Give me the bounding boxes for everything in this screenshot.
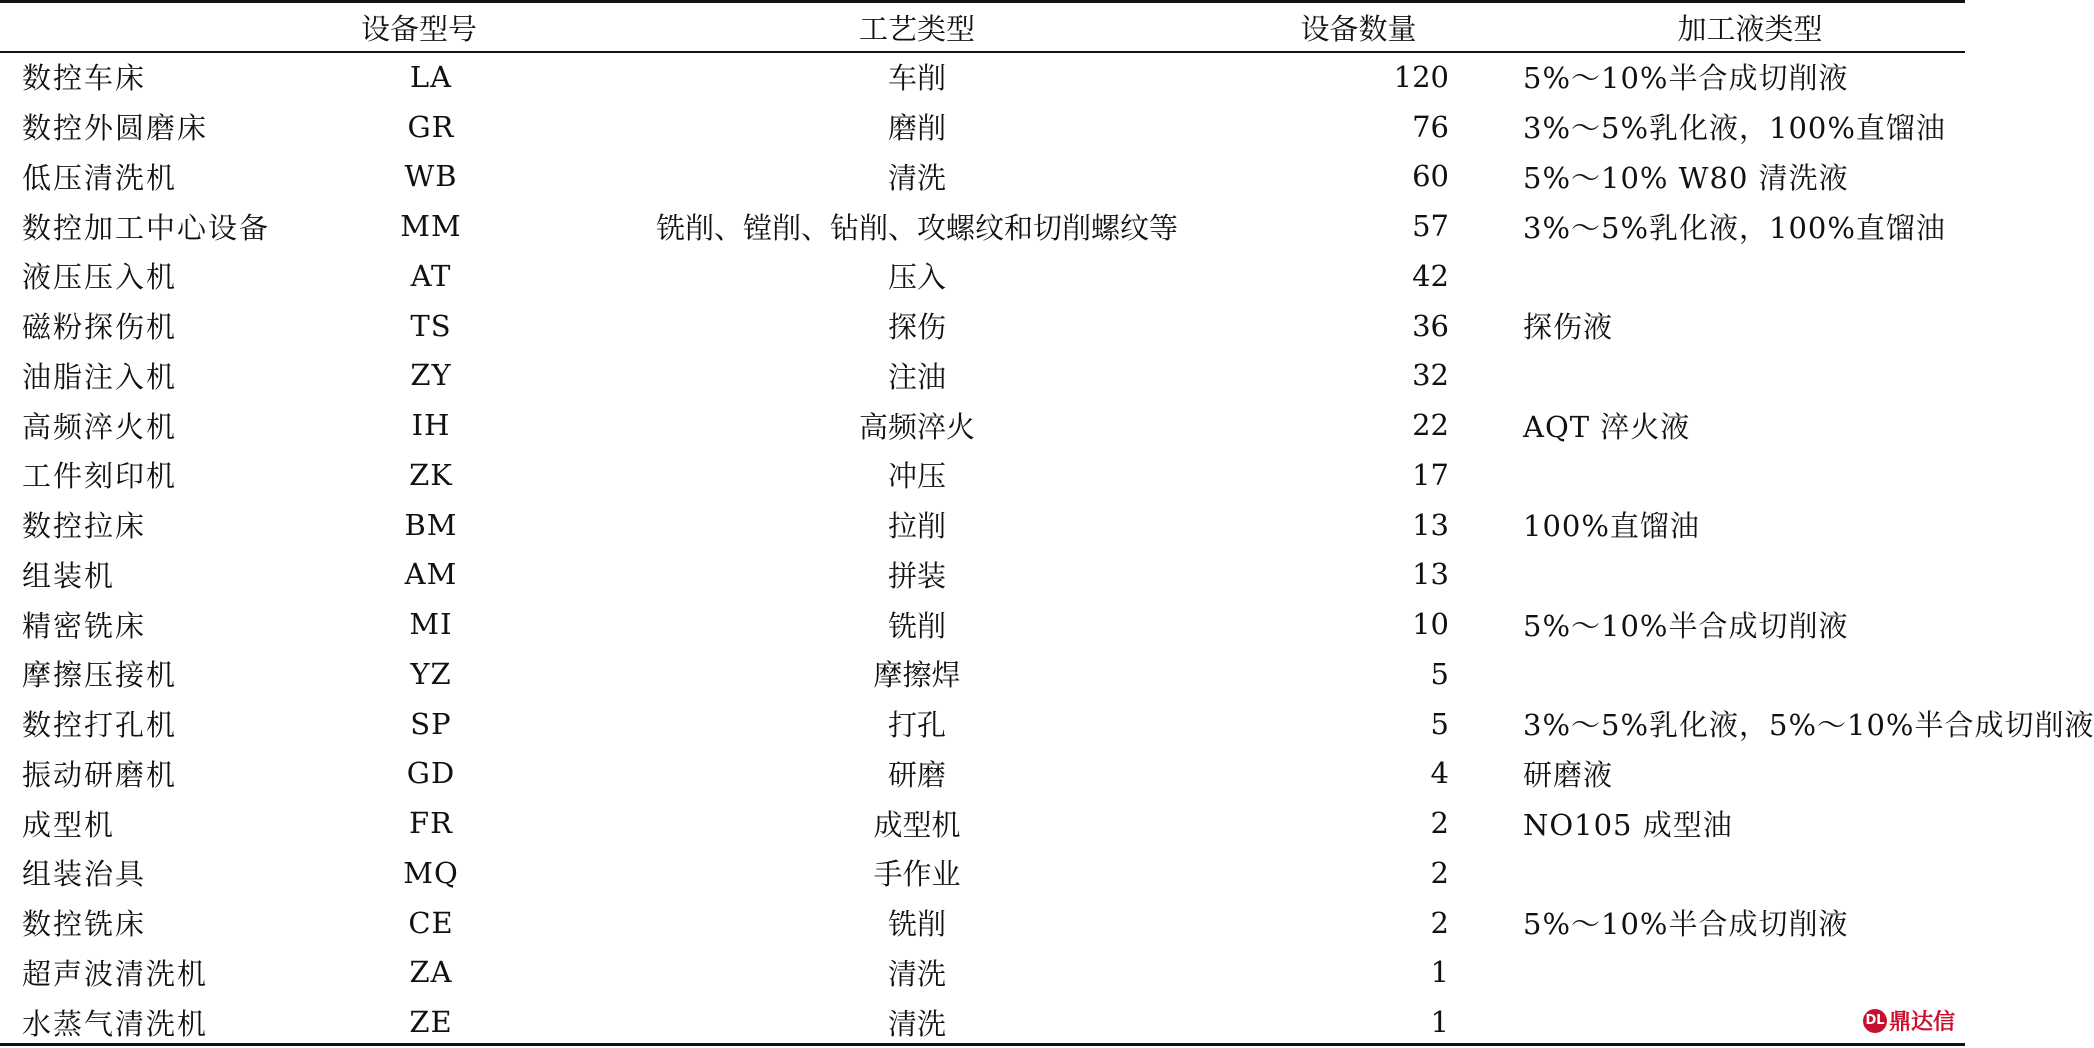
cell-model: LA (409, 59, 453, 94)
cell-quantity: 4 (1430, 756, 1449, 791)
cell-quantity: 32 (1412, 358, 1449, 393)
cell-equipment-name: 数控车床 (22, 61, 147, 96)
cell-quantity: 13 (1412, 557, 1449, 592)
cell-equipment-name: 磁粉探伤机 (22, 310, 178, 345)
cell-fluid-type: 100%直馏油 (1523, 509, 1700, 544)
cell-process-type: 手作业 (873, 857, 961, 892)
table-row (0, 152, 1965, 202)
table-row (0, 251, 1965, 301)
table-row (0, 301, 1965, 351)
cell-process-type: 清洗 (887, 1006, 946, 1041)
cell-process-type: 成型机 (873, 807, 961, 842)
cell-fluid-type: NO105 成型油 (1523, 807, 1733, 842)
cell-quantity: 2 (1430, 855, 1449, 890)
cell-model: YZ (410, 656, 452, 691)
table-row (0, 400, 1965, 450)
table-row (0, 201, 1965, 251)
cell-process-type: 注油 (887, 359, 946, 394)
cell-equipment-name: 组装机 (22, 558, 116, 593)
cell-quantity: 120 (1393, 59, 1449, 94)
cell-fluid-type: 3%～5%乳化液，100%直馏油 (1523, 111, 1946, 146)
cell-fluid-type (1455, 649, 1965, 699)
cell-equipment-name: 数控外圆磨床 (22, 111, 209, 146)
table-body (0, 52, 2094, 1047)
cell-quantity: 57 (1412, 209, 1449, 244)
table-row (0, 948, 1965, 998)
cell-process-type: 摩擦焊 (873, 658, 961, 693)
cell-quantity: 42 (1412, 258, 1449, 293)
cell-fluid-type: 5%～10%半合成切削液 (1523, 608, 1849, 643)
cell-fluid-type: AQT 淬火液 (1523, 409, 1691, 444)
cell-fluid-type (1455, 848, 1965, 898)
cell-model: IH (411, 408, 451, 443)
cell-process-type: 铣削 (887, 907, 946, 942)
table-row (0, 550, 1965, 600)
cell-equipment-name: 超声波清洗机 (22, 956, 209, 991)
table-row (0, 599, 1965, 649)
cell-quantity: 2 (1430, 905, 1449, 940)
cell-process-type: 打孔 (887, 708, 946, 743)
equipment-table (0, 3, 2094, 1047)
cell-process-type: 研磨 (887, 757, 946, 792)
watermark-logo (1863, 1005, 1955, 1036)
cell-fluid-type (1455, 450, 1965, 500)
table-row (0, 500, 1965, 550)
cell-fluid-type: 研磨液 (1523, 757, 1614, 792)
cell-model: CE (408, 905, 454, 940)
cell-fluid-type: 5%～10%半合成切削液 (1523, 61, 1849, 96)
cell-model: MQ (403, 855, 459, 890)
cell-quantity: 60 (1412, 159, 1449, 194)
header-row (0, 3, 1965, 52)
header-equipment-name (0, 3, 310, 52)
cell-equipment-name: 数控拉床 (22, 509, 147, 544)
cell-equipment-name: 成型机 (22, 807, 116, 842)
cell-quantity: 10 (1412, 607, 1449, 642)
header-fluid-type: 加工液类型 (1677, 12, 1823, 46)
cell-model: MI (409, 607, 453, 642)
header-process-type: 工艺类型 (858, 12, 975, 46)
table-row (0, 997, 1965, 1047)
table-row (0, 649, 1965, 699)
cell-model: WB (404, 159, 458, 194)
cell-process-type: 铣削 (887, 608, 946, 643)
cell-equipment-name: 组装治具 (22, 857, 147, 892)
cell-equipment-name: 液压压入机 (22, 260, 178, 295)
table-row (0, 848, 1965, 898)
cell-equipment-name: 数控打孔机 (22, 708, 178, 743)
cell-process-type: 冲压 (887, 459, 946, 494)
cell-quantity: 5 (1430, 656, 1449, 691)
cell-process-type: 探伤 (887, 310, 946, 345)
cell-equipment-name: 数控铣床 (22, 907, 147, 942)
cell-model: TS (410, 308, 452, 343)
cell-model: FR (409, 806, 453, 841)
cell-fluid-type: 3%～5%乳化液，5%～10%半合成切削液 (1523, 708, 2094, 743)
cell-quantity: 13 (1412, 507, 1449, 542)
cell-fluid-type: 5%～10% W80 清洗液 (1523, 160, 1849, 195)
table-header (0, 3, 1965, 52)
cell-quantity: 36 (1412, 308, 1449, 343)
cell-process-type: 拼装 (887, 558, 946, 593)
cell-process-type: 压入 (887, 260, 946, 295)
cell-equipment-name: 摩擦压接机 (22, 658, 178, 693)
table-row (0, 351, 1965, 401)
cell-fluid-type: 5%～10%半合成切削液 (1523, 907, 1849, 942)
cell-process-type: 清洗 (887, 160, 946, 195)
cell-quantity: 2 (1430, 806, 1449, 841)
cell-equipment-name: 水蒸气清洗机 (22, 1006, 209, 1041)
table-row (0, 699, 1965, 749)
cell-process-type: 磨削 (887, 111, 946, 146)
cell-equipment-name: 低压清洗机 (22, 160, 178, 195)
cell-equipment-name: 数控加工中心设备 (22, 210, 271, 245)
cell-process-type: 高频淬火 (858, 409, 975, 444)
cell-model: ZY (410, 358, 452, 393)
table-row (0, 749, 1965, 799)
table-row (0, 450, 1965, 500)
logo-text: 鼎达信 (1888, 1010, 1955, 1035)
cell-fluid-type (1455, 351, 1965, 401)
table-row (0, 52, 1965, 102)
table-row (0, 898, 1965, 948)
cell-equipment-name: 工件刻印机 (22, 459, 178, 494)
cell-model: ZA (409, 955, 453, 990)
cell-fluid-type (1455, 550, 1965, 600)
cell-quantity: 1 (1430, 1005, 1449, 1040)
header-model: 设备型号 (360, 12, 477, 46)
cell-equipment-name: 振动研磨机 (22, 757, 178, 792)
header-quantity: 设备数量 (1300, 12, 1417, 46)
cell-equipment-name: 油脂注入机 (22, 359, 178, 394)
cell-model: GR (407, 109, 455, 144)
logo-icon: DL (1863, 1009, 1887, 1033)
cell-model: AM (404, 557, 458, 592)
cell-quantity: 76 (1412, 109, 1449, 144)
table-row (0, 798, 1965, 848)
cell-quantity: 1 (1430, 955, 1449, 990)
cell-process-type: 清洗 (887, 956, 946, 991)
table-row (0, 102, 1965, 152)
cell-fluid-type: 探伤液 (1523, 310, 1614, 345)
cell-model: GD (406, 756, 456, 791)
cell-process-type: 车削 (887, 61, 946, 96)
cell-fluid-type: 3%～5%乳化液，100%直馏油 (1523, 210, 1946, 245)
cell-fluid-type (1455, 251, 1965, 301)
cell-model: MM (400, 209, 462, 244)
cell-fluid-type (1455, 948, 1965, 998)
cell-model: AT (410, 258, 452, 293)
cell-equipment-name: 高频淬火机 (22, 409, 178, 444)
cell-process-type: 拉削 (887, 509, 946, 544)
cell-model: SP (410, 706, 452, 741)
cell-process-type: 铣削、镗削、钻削、攻螺纹和切削螺纹等 (655, 210, 1178, 245)
cell-model: ZK (409, 457, 453, 492)
cell-model: ZE (409, 1005, 453, 1040)
cell-quantity: 17 (1412, 457, 1449, 492)
cell-quantity: 5 (1430, 706, 1449, 741)
cell-quantity: 22 (1412, 408, 1449, 443)
cell-model: BM (404, 507, 458, 542)
cell-equipment-name: 精密铣床 (22, 608, 147, 643)
